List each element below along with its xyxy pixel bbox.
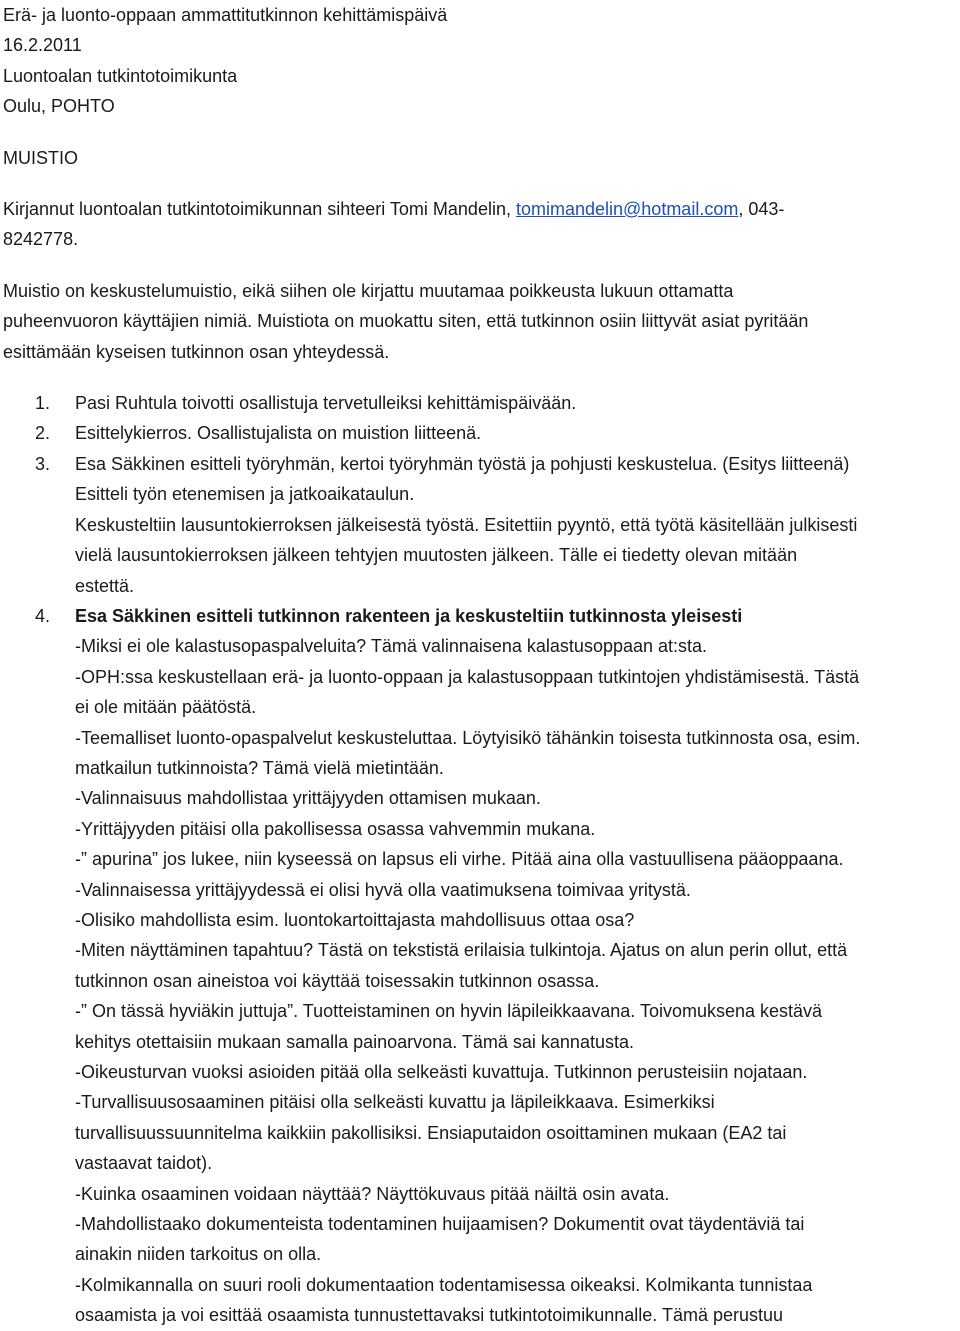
item-line: ei ole mitään päätöstä. (75, 697, 257, 718)
item-line: turvallisuussuunnitelma kaikkiin pakollisiksi. Ensiaputaidon osoittaminen mukaan (EA2 tai (75, 1122, 787, 1143)
spacer (3, 173, 958, 194)
email-link[interactable]: tomimandelin@hotmail.com (515, 199, 739, 220)
item-line: vielä lausuntokierroksen jälkeen tehtyjen muutosten jälkeen. Tälle ei tiedetty olevan mitään (75, 545, 798, 566)
item-number: 4. (35, 605, 51, 626)
item-line: osaamista ja voi esittää osaamista tunnustettavaksi tutkintotoimikunnalle. Tämä perustuu (75, 1305, 784, 1326)
item-line: -Valinnaisuus mahdollistaa yrittäjyyden ottamisen mukaan. (75, 788, 541, 809)
item-line: tutkinnon osan aineistoa voi käyttää toisessakin tutkinnon osassa. (75, 970, 600, 991)
item-line: vastaavat taidot). (75, 1153, 213, 1174)
document-header (3, 0, 958, 122)
intro-line: Muistio on keskustelumuistio, eikä siihen ole kirjattu muutamaa poikkeusta lukuun ottamatta (3, 280, 734, 301)
recorded-by (3, 194, 958, 255)
item-line: -Teemalliset luonto-opaspalvelut keskusteluttaa. Löytyisikö tähänkin toisesta tutkinnosta osa, esim. (75, 727, 861, 748)
spacer (3, 255, 958, 276)
memo-document (3, 0, 958, 1331)
committee-name: Luontoalan tutkintotoimikunta (3, 65, 238, 86)
agenda-item-1 (3, 388, 958, 418)
recorded-by-text: Kirjannut luontoalan tutkintotoimikunnan sihteeri Tomi Mandelin, (3, 199, 516, 220)
item-line: Esa Säkkinen esitteli työryhmän, kertoi työryhmän työstä ja pohjusti keskustelua. (Esitys liitteenä) (75, 453, 850, 474)
item-line: -Valinnaisessa yrittäjyydessä ei olisi hyvä olla vaatimuksena toimivaa yritystä. (75, 879, 691, 900)
item-line: -OPH:ssa keskustellaan erä- ja luonto-oppaan ja kalastusoppaan tutkintojen yhdistämisestä. Tästä (75, 666, 860, 687)
item-number: 2. (35, 423, 51, 444)
item-line: Keskusteltiin lausuntokierroksen jälkeisestä työstä. Esitettiin pyyntö, että työtä käsitellään julkisesti (75, 514, 858, 535)
item-line: -Yrittäjyyden pitäisi olla pakollisessa osassa vahvemmin mukana. (75, 818, 596, 839)
agenda-list (3, 388, 958, 1331)
phone-prefix: , 043- (738, 199, 785, 220)
item-number: 3. (35, 453, 51, 474)
item-line: matkailun tutkinnoista? Tämä vielä mietintään. (75, 757, 444, 778)
intro-line: puheenvuoron käyttäjien nimiä. Muistiota on muokattu siten, että tutkinnon osiin liittyvät asiat pyritään (3, 311, 809, 332)
item-line: -Kolmikannalla on suuri rooli dokumentaation todentamisessa oikeaksi. Kolmikanta tunnistaa (75, 1274, 813, 1295)
agenda-item-3 (3, 449, 958, 601)
item-line: Esitteli työn etenemisen ja jatkoaikataulun. (75, 484, 415, 505)
item-line: -Mahdollistaako dokumenteista todentaminen huijaamisen? Dokumentit ovat täydentäviä tai (75, 1214, 805, 1235)
item-line: -Olisiko mahdollista esim. luontokartoittajasta mahdollisuus ottaa osa? (75, 909, 635, 930)
item-line: Esittelykierros. Osallistujalista on muistion liitteenä. (75, 423, 482, 444)
item-line: -Oikeusturvan vuoksi asioiden pitää olla selkeästi kuvattuja. Tutkinnon perusteisiin nojataan. (75, 1062, 808, 1082)
item-heading: Esa Säkkinen esitteli tutkinnon rakenteen ja keskusteltiin tutkinnosta yleisesti (75, 605, 743, 626)
document-title: MUISTIO (3, 147, 78, 168)
item-line: estettä. (75, 575, 135, 596)
intro-paragraph (3, 276, 958, 367)
item-line: -” On tässä hyviäkin juttuja”. Tuotteistaminen on hyvin läpileikkaavana. Toivomuksena kestävä (75, 1001, 823, 1022)
spacer (3, 122, 958, 143)
item-line: -” apurina” jos lukee, niin kyseessä on lapsus eli virhe. Pitää aina olla vastuullisena pääoppaana. (75, 849, 844, 870)
item-line: -Kuinka osaaminen voidaan näyttää? Näyttökuvaus pitää näiltä osin avata. (75, 1183, 670, 1204)
item-line: ainakin niiden tarkoitus on olla. (75, 1244, 322, 1265)
intro-line: esittämään kyseisen tutkinnon osan yhteydessä. (3, 341, 390, 362)
agenda-item-2 (3, 418, 958, 448)
spacer (3, 367, 958, 388)
item-line: -Miksi ei ole kalastusopaspalveluita? Tämä valinnaisena kalastusoppaan at:sta. (75, 636, 708, 657)
item-line: -Turvallisuusosaaminen pitäisi olla selkeästi kuvattu ja läpileikkaava. Esimerkiksi (75, 1092, 715, 1113)
item-line: Pasi Ruhtula toivotti osallistuja tervetulleiksi kehittämispäivään. (75, 393, 577, 414)
event-title: Erä- ja luonto-oppaan ammattitutkinnon kehittämispäivä (3, 5, 448, 25)
item-line: -Miten näyttäminen tapahtuu? Tästä on tekstistä erilaisia tulkintoja. Ajatus on alun perin ollut, että (75, 940, 848, 961)
item-number: 1. (35, 393, 51, 414)
event-place: Oulu, POHTO (3, 96, 115, 117)
event-date: 16.2.2011 (3, 35, 82, 56)
item-line: kehitys otettaisiin mukaan samalla painoarvona. Tämä sai kannatusta. (75, 1031, 634, 1052)
phone-number: 8242778. (3, 229, 79, 250)
agenda-item-4 (3, 601, 958, 1331)
